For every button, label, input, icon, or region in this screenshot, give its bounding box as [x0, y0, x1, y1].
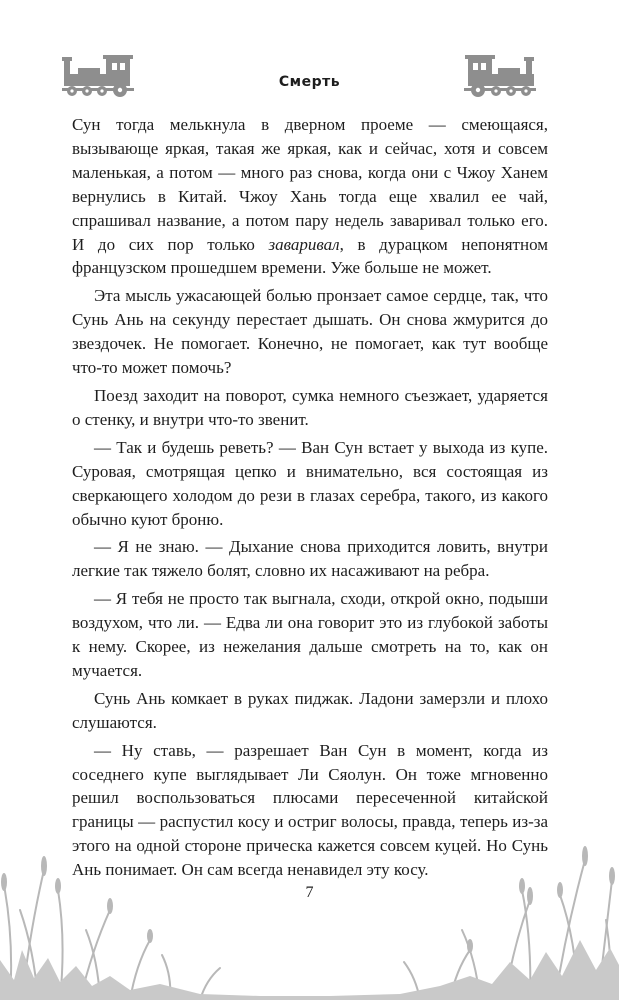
paragraph — [72, 113, 548, 280]
paragraph-text: — Так и будешь реветь? — Ван Сун встает у выхода из купе. Суровая, смотрящая цепко и внимательно, вся состоящая из сверкающего холодом до рези в глазах серебра, такого, из какого обычно куют броню. — [72, 437, 548, 529]
main-text — [72, 113, 548, 886]
paragraph-text: Сун тогда мелькнула в дверном проеме — смеющаяся, вызывающе яркая, такая же яркая, как и сейчас, хотя и совсем маленькая, а потом — много раз снова, когда они с Чжоу Ханем вернулись в Китай. Чжоу Хань тогда еще хвалил ее чай, спрашивал название, а потом пару недель заваривал только его. И до сих пор только — [72, 115, 548, 254]
paragraph-text: — Я тебя не просто так выгнала, сходи, открой окно, подыши воздухом, что ли. — Едва ли она говорит это из глубокой заботы к нему. Скорее, из нежелания дальше смотреть на то, как он мучается. — [72, 589, 548, 680]
paragraph — [72, 535, 548, 583]
page-number: 7 — [305, 884, 314, 901]
paragraph — [72, 436, 548, 532]
emphasis-text: заваривал — [268, 234, 340, 254]
paragraph-text: Сунь Ань комкает в руках пиджак. Ладони замерзли и плохо слушаются. — [72, 688, 548, 732]
paragraph — [72, 384, 548, 432]
paragraph — [72, 284, 548, 380]
paragraph-text: — Я не знаю. — Дыхание снова приходится ловить, внутри легкие так тяжело болят, словно их насаживают на ребра. — [72, 537, 548, 581]
paragraph-text: Эта мысль ужасающей болью пронзает самое сердце, так, что Сунь Ань на секунду перестает дышать. Он снова жмурится до звездочек. Не помогает. Конечно, не помогает, как тут вообще что-то может помочь? — [72, 286, 548, 378]
paragraph-text: Поезд заходит на поворот, сумка немного съезжает, ударяется о стенку, и внутри что-то звенит. — [72, 385, 548, 429]
train-icon — [464, 54, 536, 98]
chapter-title: Смерть — [278, 74, 341, 90]
paragraph-text: , в дурацком непонятном французском прошедшем времени. Уже больше не может. — [72, 234, 548, 278]
paragraph — [72, 587, 548, 683]
page-header — [0, 48, 619, 108]
paragraph-text: — Ну ставь, — разрешает Ван Сун в момент, когда из соседнего купе выглядывает Ли Сяолун. Он тоже мгновенно решил воспользоваться плюсами пересеченной китайской границы — распустил косу и остриг волосы, правда, теперь из-за этого на одной стороне прическа кажется совсем куцей. Но Сунь Ань понимает. Он сам всегда ненавидел эту косу. — [72, 740, 548, 880]
paragraph — [72, 739, 548, 882]
paragraph — [72, 687, 548, 735]
